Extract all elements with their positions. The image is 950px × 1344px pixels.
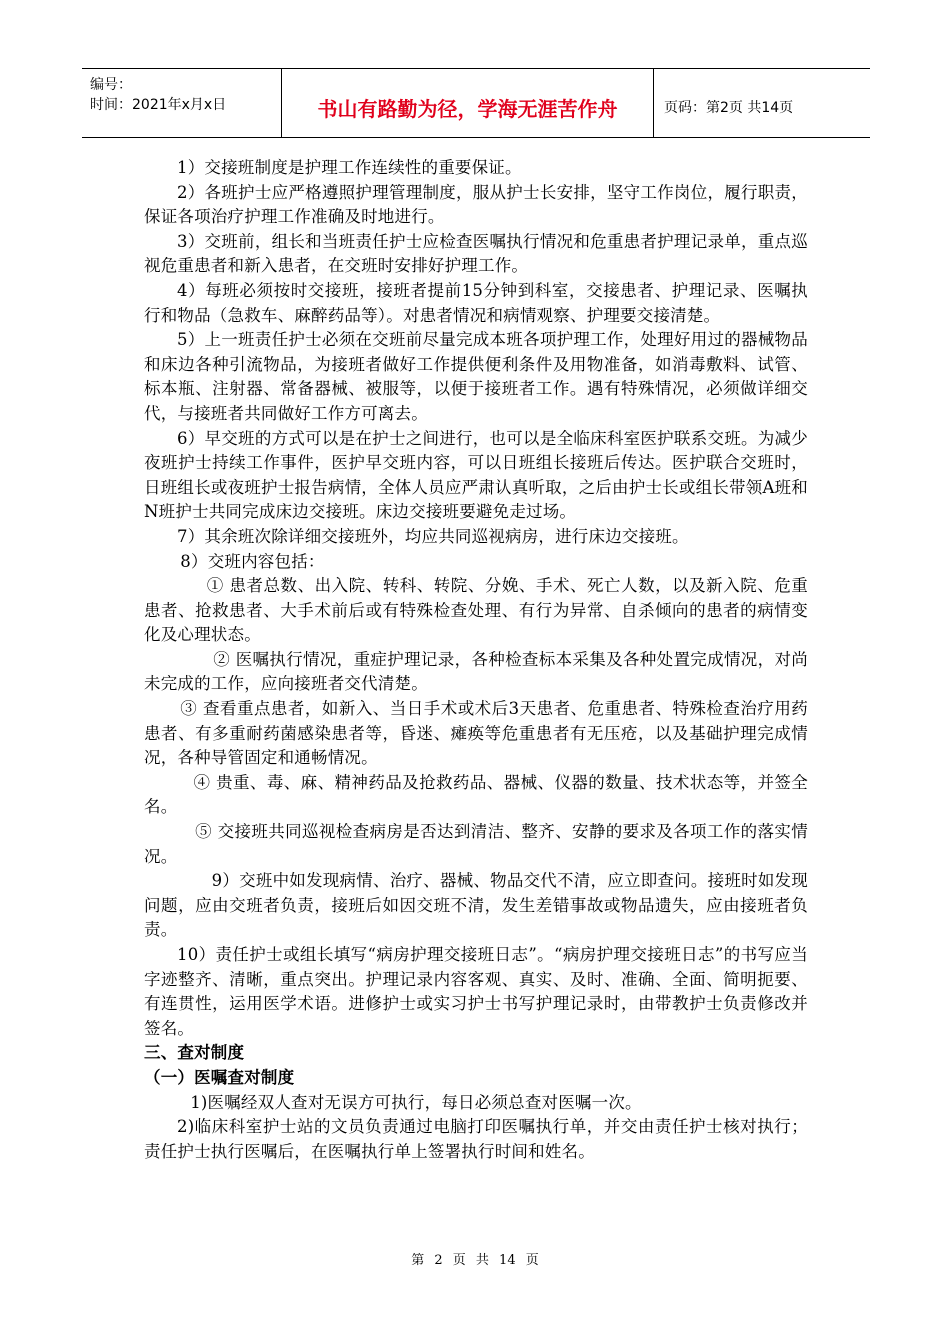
paragraph: 5）上一班责任护士必须在交班前尽量完成本班各项护理工作，处理好用过的器械物品和床边各种引流物品，为接班者做好工作提供便利条件及用物准备，如消毒敷料、试管、标本瓶、注射器、常备器械、被服等，以便于接班者工作。遇有特殊情况，必须做详细交代，与接班者共同做好工作方可离去。 [144,330,808,423]
page-footer: 第 2 页 共 14 页 [411,1253,539,1268]
paragraph: 1)医嘱经双人查对无误方可执行，每日必须总查对医嘱一次。 [190,1092,642,1112]
paragraph: 10）责任护士或组长填写“病房护理交接班日志”。“病房护理交接班日志”的书写应当字迹整齐、清晰，重点突出。护理记录内容客观、真实、及时、准确、全面、简明扼要、有连贯性，运用医学术语。进修护士或实习护士书写护理记录时，由带教护士负责修改并签名。 [144,945,808,1038]
header-page-info: 页码：第2页 共14页 [664,100,794,116]
document-body [144,156,808,1164]
paragraph: 9）交班中如发现病情、治疗、器械、物品交代不清，应立即查问。接班时如发现问题，应由交班者负责，接班后如因交班不清，发生差错事故或物品遗失，应由接班者负责。 [144,871,808,940]
list-item: ① 患者总数、出入院、转科、转院、分娩、手术、死亡人数，以及新入院、危重患者、抢救患者、大手术前后或有特殊检查处理、有行为异常、自杀倾向的患者的病情变化及心理状态。 [144,576,808,645]
header-motto: 书山有路勤为径，学海无涯苦作舟 [282,69,654,137]
list-item: ② 医嘱执行情况，重症护理记录，各种检查标本采集及各种处置完成情况，对尚未完成的工作，应向接班者交代清楚。 [144,649,808,694]
paragraph: 7）其余班次除详细交接班外，均应共同巡视病房，进行床边交接班。 [177,526,689,546]
document-number-label: 编号： [90,77,132,93]
list-item: ③ 查看重点患者，如新入、当日手术或术后3天患者、危重患者、特殊检查治疗用药患者、有多重耐药菌感染患者等，昏迷、瘫痪等危重患者有无压疮，以及基础护理完成情况，各种导管固定和通畅情况。 [144,699,808,768]
list-item: ⑤ 交接班共同巡视检查病房是否达到清洁、整齐、安静的要求及各项工作的落实情况。 [144,822,808,866]
page-header [82,68,870,138]
list-item: ④ 贵重、毒、麻、精神药品及抢救药品、器械、仪器的数量、技术状态等，并签全名。 [144,772,808,817]
paragraph: 1）交接班制度是护理工作连续性的重要保证。 [177,158,522,177]
document-time-label: 时间：2021年x月x日 [90,97,227,113]
section-heading: 三、查对制度 [144,1043,245,1063]
paragraph: 3）交班前，组长和当班责任护士应检查医嘱执行情况和危重患者护理记录单，重点巡视危重患者和新入患者，在交班时安排好护理工作。 [144,231,808,276]
paragraph: 4）每班必须按时交接班，接班者提前15分钟到科室，交接患者、护理记录、医嘱执行和物品（急救车、麻醉药品等）。对患者情况和病情观察、护理要交接清楚。 [144,280,808,325]
paragraph: 6）早交班的方式可以是在护士之间进行，也可以是全临床科室医护联系交班。为减少夜班护士持续工作事件，医护早交班内容，可以日班组长接班后传达。医护联合交班时，日班组长或夜班护士报告病情，全体人员应严肃认真听取，之后由护士长或组长带领A班和N班护士共同完成床边交接班。床边交接班要避免走过场。 [144,428,808,522]
paragraph: 2）各班护士应严格遵照护理管理制度，服从护士长安排，坚守工作岗位，履行职责，保证各项治疗护理工作准确及时地进行。 [144,182,808,227]
paragraph: 2)临床科室护士站的文员负责通过电脑打印医嘱执行单，并交由责任护士核对执行；责任护士执行医嘱后，在医嘱执行单上签署执行时间和姓名。 [144,1117,808,1161]
paragraph: 8）交班内容包括： [180,551,325,571]
subsection-heading: （一）医嘱查对制度 [144,1067,295,1087]
header-meta [82,69,282,137]
